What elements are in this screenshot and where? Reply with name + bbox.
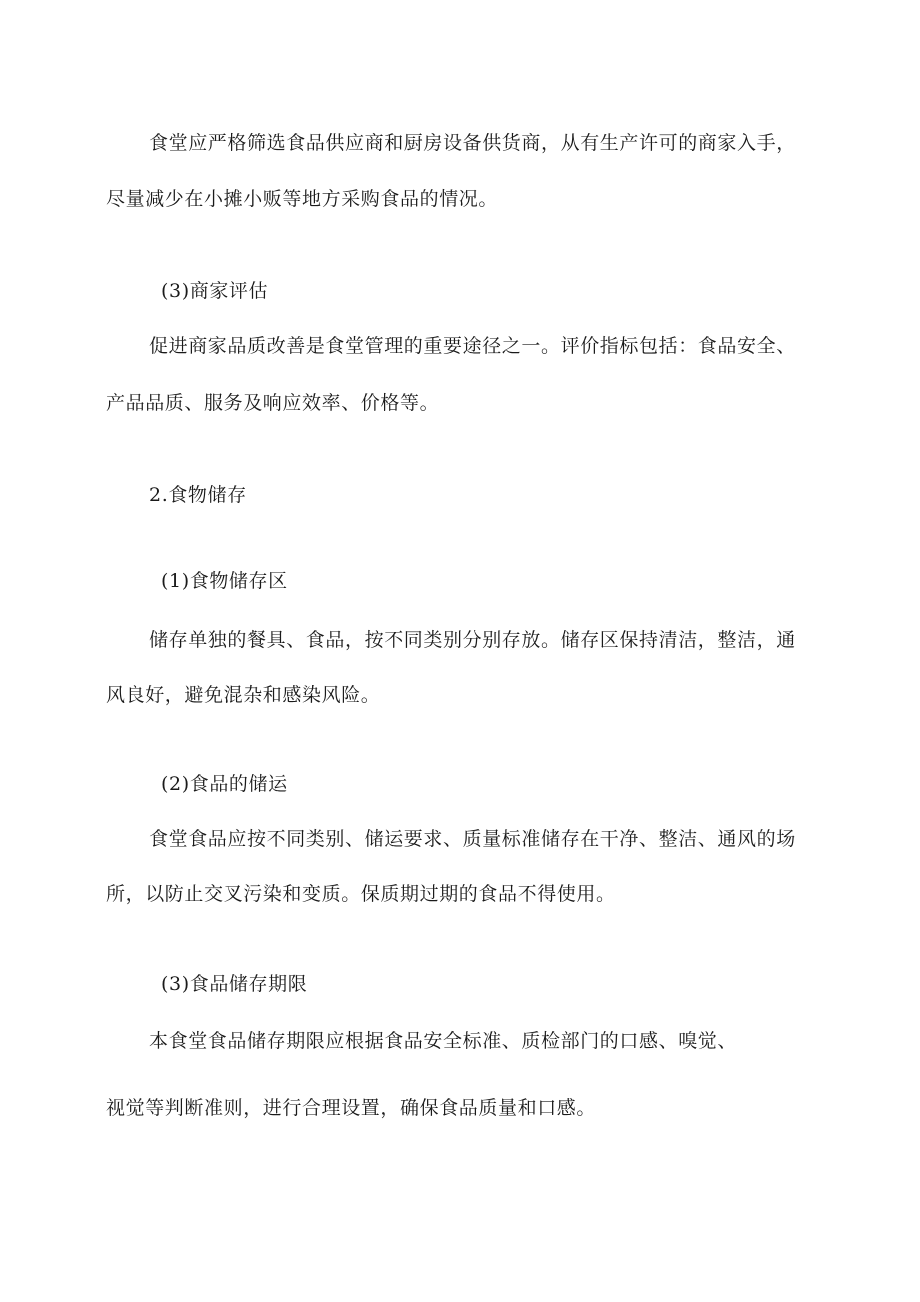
heading-food-storage: 2.食物储存 <box>149 484 247 506</box>
heading-merchant-evaluation: (3)商家评估 <box>161 280 269 302</box>
paragraph-supplier-line-2: 尽量减少在小摊小贩等地方采购食品的情况。 <box>106 188 499 210</box>
heading-storage-transport: (2)食品的储运 <box>161 773 288 795</box>
paragraph-storage-area-line-2: 风良好，避免混杂和感染风险。 <box>106 684 381 706</box>
paragraph-evaluation-line-1: 促进商家品质改善是食堂管理的重要途径之一。评价指标包括：食品安全、 <box>149 335 796 357</box>
paragraph-transport-line-1: 食堂食品应按不同类别、储运要求、质量标准储存在干净、整洁、通风的场 <box>149 828 796 850</box>
paragraph-transport-line-2: 所，以防止交叉污染和变质。保质期过期的食品不得使用。 <box>106 883 616 905</box>
paragraph-evaluation-line-2: 产品品质、服务及响应效率、价格等。 <box>106 392 440 414</box>
paragraph-supplier-line-1: 食堂应严格筛选食品供应商和厨房设备供货商，从有生产许可的商家入手， <box>149 132 796 154</box>
heading-storage-period: (3)食品储存期限 <box>161 973 308 995</box>
paragraph-storage-area-line-1: 储存单独的餐具、食品，按不同类别分别存放。储存区保持清洁，整洁，通 <box>149 629 796 651</box>
paragraph-period-line-2: 视觉等判断准则，进行合理设置，确保食品质量和口感。 <box>106 1097 597 1119</box>
heading-storage-area: (1)食物储存区 <box>161 570 288 592</box>
paragraph-period-line-1: 本食堂食品储存期限应根据食品安全标准、质检部门的口感、嗅觉、 <box>149 1030 738 1052</box>
